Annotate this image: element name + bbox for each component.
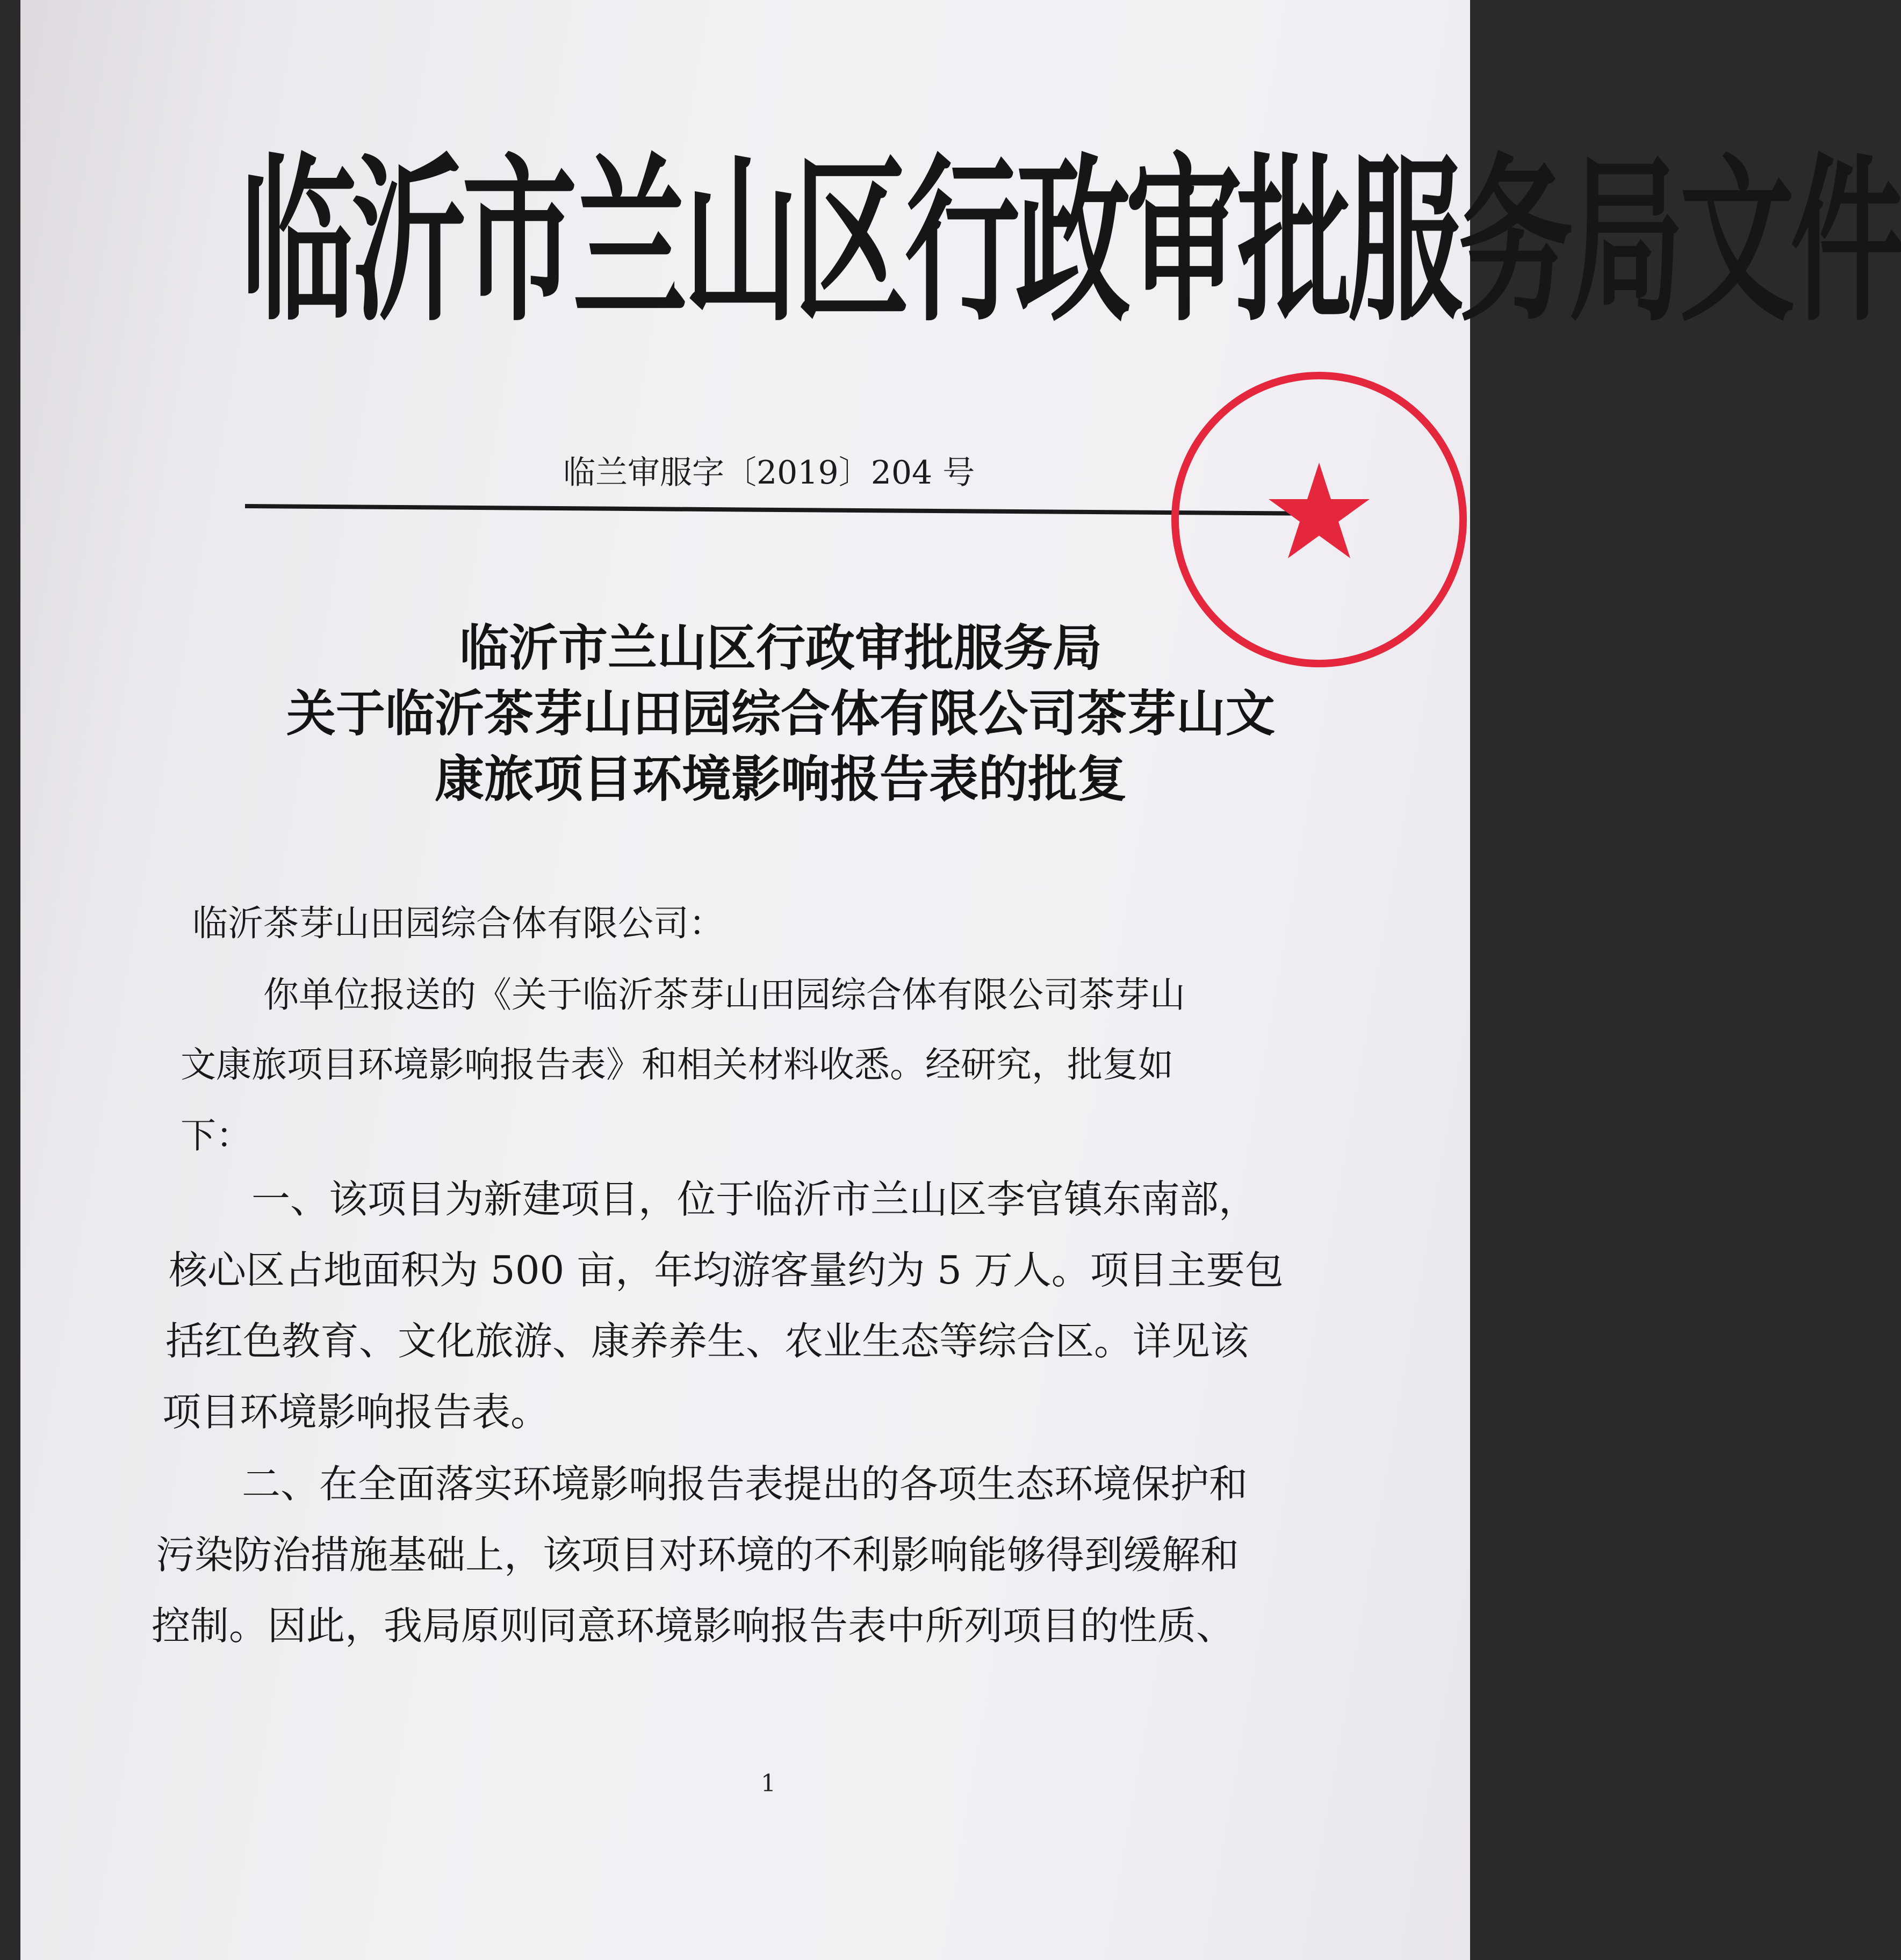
page-number: 1	[761, 1770, 776, 1797]
subject-line-3: 康旅项目环境影响报告表的批复	[434, 751, 1127, 808]
body-line-3: 下：	[181, 1115, 251, 1156]
body-line-4: 一、该项目为新建项目，位于临沂市兰山区李官镇东南部，	[251, 1177, 1258, 1222]
document-header-title: 临沂市兰山区行政审批服务局文件	[241, 136, 1901, 346]
body-line-10: 控制。因此，我局原则同意环境影响报告表中所列项目的性质、	[152, 1603, 1235, 1648]
body-line-8: 二、在全面落实环境影响报告表提出的各项生态环境保护和	[242, 1461, 1248, 1507]
seal-star-icon	[1269, 463, 1370, 558]
body-line-6: 括红色教育、文化旅游、康养养生、农业生态等综合区。详见该	[165, 1318, 1249, 1364]
document-number: 临兰审服字〔2019〕204 号	[563, 454, 975, 492]
body-line-7: 项目环境影响报告表。	[162, 1389, 550, 1435]
body-line-5: 核心区占地面积为 500 亩，年均游客量约为 5 万人。项目主要包	[169, 1248, 1284, 1293]
body-line-9: 污染防治措施基础上，该项目对环境的不利影响能够得到缓解和	[156, 1532, 1240, 1577]
subject-line-1: 临沂市兰山区行政审批服务局	[459, 619, 1102, 677]
document-page	[20, 0, 1901, 1960]
subject-line-2: 关于临沂茶芽山田园综合体有限公司茶芽山文	[286, 685, 1275, 743]
body-line-2: 文康旅项目环境影响报告表》和相关材料收悉。经研究，批复如	[181, 1044, 1173, 1085]
recipient-line: 临沂茶芽山田园综合体有限公司：	[192, 903, 724, 944]
body-line-1: 你单位报送的《关于临沂茶芽山田园综合体有限公司茶芽山	[263, 974, 1185, 1015]
document-subject	[214, 616, 1348, 812]
